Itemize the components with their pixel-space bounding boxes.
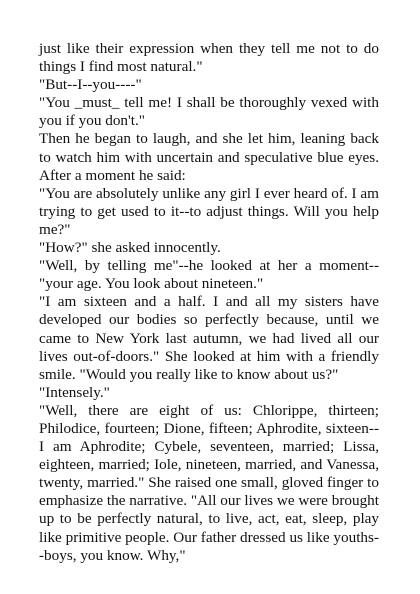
paragraph: just like their expression when they tell me not to do things I find most natural." bbox=[39, 40, 379, 76]
paragraph: "But--I--you----" bbox=[39, 76, 142, 94]
paragraph: "You _must_ tell me! I shall be thoroughly vexed with you if you don't." bbox=[39, 94, 379, 130]
paragraph: "How?" she asked innocently. bbox=[39, 239, 221, 257]
paragraph: "Well, there are eight of us: Chlorippe, thirteen; Philodice, fourteen; Dione, fifteen; Aphrodite, sixteen--I am Aphrodite; Cybele, seventeen, married; Lissa, eighteen, married; Iole, nineteen, married, and Vanessa, twenty, married." She raised one small, gloved finger to emphasize the narrative. "All our lives we were brought up to be perfectly natural, to live, act, eat, sleep, play like primitive people. Our father dressed us like youths--boys, you know. Why," bbox=[39, 401, 379, 564]
paragraph: "Well, by telling me"--he looked at her a moment--"your age. You look about nineteen." bbox=[39, 257, 379, 293]
paragraph: "You are absolutely unlike any girl I ever heard of. I am trying to get used to it--to adjust things. Will you help me?" bbox=[39, 184, 379, 238]
paragraph: "Intensely." bbox=[39, 383, 110, 401]
document-page bbox=[39, 40, 379, 565]
paragraph: Then he began to laugh, and she let him, leaning back to watch him with uncertain and speculative blue eyes. After a moment he said: bbox=[39, 130, 379, 184]
paragraph: "I am sixteen and a half. I and all my sisters have developed our bodies so perfectly because, until we came to New York last autumn, we had lived all our lives out-of-doors." She looked at him with a friendly smile. "Would you really like to know about us?" bbox=[39, 293, 379, 383]
